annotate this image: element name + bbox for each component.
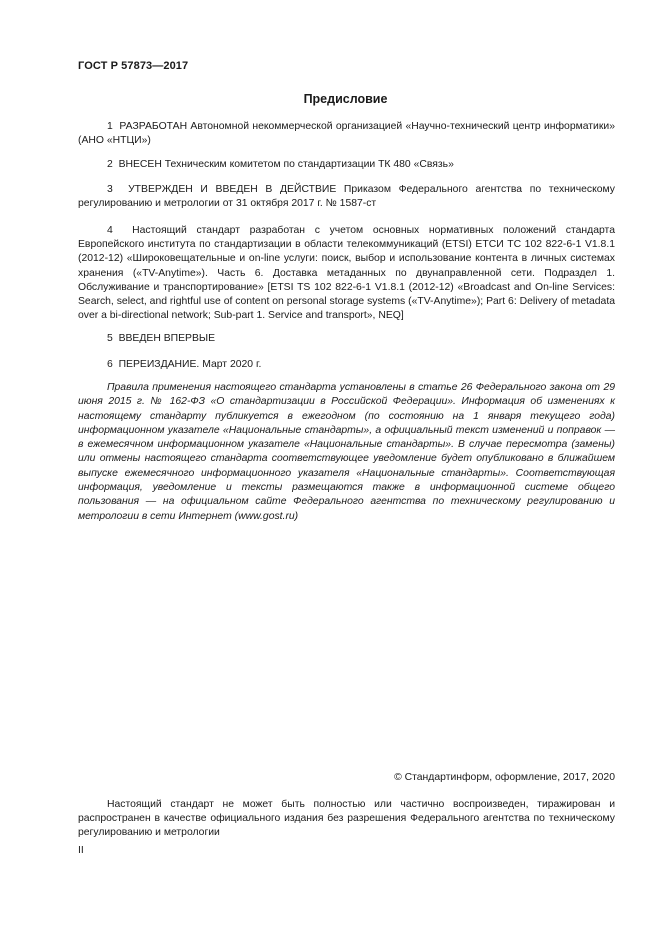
rules-note <box>78 381 615 524</box>
item-number: 4 <box>107 225 113 236</box>
item-text: Настоящий стандарт разработан с учетом основных нормативных положений стандарта Европейского института по стандартизации в области телекоммуникаций (ETSI) ЕТСИ ТС 102 822-6-1 V1.8.1 (2012-12) «Широковещательные и on-line услуги: поиск, выбор и использование контента в личных системах хранения («TV-Anytime»). Часть 6. Доставка метаданных по двунаправленной сети. Подраздел 1. Обслуживание и транспортирование» [ETSI TS 102 822-6-1 V1.8.1 (2012-12) «Broadcast and On-line Services: Search, select, and rightful use of content on personal storage systems («TV-Anytime»); Part 6: Delivery of metadata over a bi-directional network; Sub-part 1. Service and transport», NEQ] <box>78 225 615 322</box>
item-text: УТВЕРЖДЕН И ВВЕДЕН В ДЕЙСТВИЕ Приказом Федерального агентства по техническому регулированию и метрологии от 31 октября 2017 г. № 1587-ст <box>78 184 615 210</box>
foreword-item-5 <box>78 332 615 346</box>
item-text: ВНЕСЕН Техническим комитетом по стандартизации ТК 480 «Связь» <box>118 159 454 170</box>
foreword-item-2 <box>78 158 615 172</box>
foreword-item-3 <box>78 183 615 211</box>
item-text: ПЕРЕИЗДАНИЕ. Март 2020 г. <box>118 359 262 370</box>
rules-note-text: Правила применения настоящего стандарта установлены в статье 26 Федерального закона от 29 июня 2015 г. № 162-ФЗ «О стандартизации в Российской Федерации». Информация об изменениях к настоящему стандарту публикуется в ежегодном (по состоянию на 1 января текущего года) информационном указателе «Национальные стандарты», а официальный текст изменений и поправок — в ежемесячном информационном указателе «Национальные стандарты». В случае пересмотра (замены) или отмены настоящего стандарта соответствующее уведомление будет опубликовано в ближайшем выпуске ежемесячного информационного указателя «Национальные стандарты». Соответствующая информация, уведомление и тексты размещаются также в информационной системе общего пользования — на официальном сайте Федерального агентства по техническому регулированию и метрологии в сети Интернет (www.gost.ru) <box>78 382 615 522</box>
reproduction-note <box>78 798 615 841</box>
foreword-item-1 <box>78 120 615 148</box>
foreword-item-6 <box>78 358 615 372</box>
reproduction-note-text: Настоящий стандарт не может быть полностью или частично воспроизведен, тиражирован и распространен в качестве официального издания без разрешения Федерального агентства по техническому регулированию и метрологии <box>78 799 615 839</box>
foreword-item-4 <box>78 224 615 323</box>
page-title: Предисловие <box>303 92 388 106</box>
item-text: ВВЕДЕН ВПЕРВЫЕ <box>118 333 216 344</box>
page-number: II <box>78 845 84 856</box>
item-text: РАЗРАБОТАН Автономной некоммерческой организацией «Научно-технический центр информатики» (АНО «НТЦИ») <box>78 121 615 147</box>
item-number: 2 <box>107 159 113 170</box>
copyright-notice: © Стандартинформ, оформление, 2017, 2020 <box>394 772 615 783</box>
item-number: 5 <box>107 333 113 344</box>
item-number: 1 <box>107 121 113 132</box>
item-number: 6 <box>107 359 113 370</box>
item-number: 3 <box>107 184 113 195</box>
document-code: ГОСТ Р 57873—2017 <box>78 60 189 72</box>
